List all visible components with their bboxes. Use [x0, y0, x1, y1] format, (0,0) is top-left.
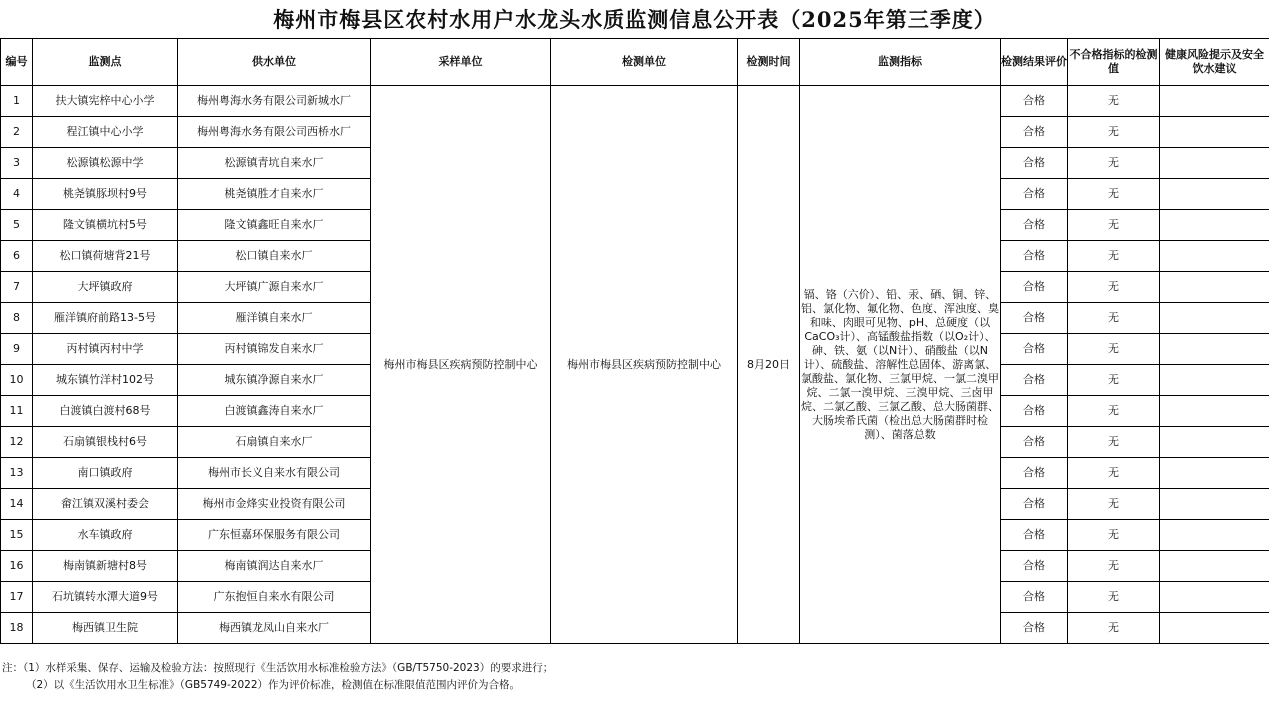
cell-supplier: 桃尧镇胜才自来水厂 [178, 179, 371, 210]
cell-site: 雁洋镇府前路13-5号 [33, 303, 178, 334]
cell-fail-value: 无 [1068, 241, 1160, 272]
cell-supplier: 松源镇青坑自来水厂 [178, 148, 371, 179]
cell-fail-value: 无 [1068, 458, 1160, 489]
cell-sampler: 梅州市梅县区疾病预防控制中心 [371, 86, 551, 644]
cell-result: 合格 [1001, 117, 1068, 148]
cell-fail-value: 无 [1068, 489, 1160, 520]
cell-fail-value: 无 [1068, 396, 1160, 427]
header-indicators: 监测指标 [800, 39, 1001, 86]
cell-supplier: 大坪镇广源自来水厂 [178, 272, 371, 303]
cell-advice [1160, 86, 1269, 117]
cell-result: 合格 [1001, 179, 1068, 210]
cell-result: 合格 [1001, 334, 1068, 365]
cell-result: 合格 [1001, 551, 1068, 582]
cell-result: 合格 [1001, 520, 1068, 551]
header-supplier: 供水单位 [178, 39, 371, 86]
cell-fail-value: 无 [1068, 117, 1160, 148]
cell-fail-value: 无 [1068, 613, 1160, 644]
cell-no: 4 [1, 179, 33, 210]
cell-no: 14 [1, 489, 33, 520]
cell-supplier: 梅州粤海水务有限公司新城水厂 [178, 86, 371, 117]
cell-site: 松口镇荷塘背21号 [33, 241, 178, 272]
cell-result: 合格 [1001, 489, 1068, 520]
cell-site: 水车镇政府 [33, 520, 178, 551]
cell-fail-value: 无 [1068, 334, 1160, 365]
cell-advice [1160, 272, 1269, 303]
cell-site: 畲江镇双溪村委会 [33, 489, 178, 520]
cell-no: 8 [1, 303, 33, 334]
cell-site: 城东镇竹洋村102号 [33, 365, 178, 396]
cell-advice [1160, 365, 1269, 396]
cell-advice [1160, 303, 1269, 334]
cell-supplier: 梅州市长义自来水有限公司 [178, 458, 371, 489]
cell-advice [1160, 489, 1269, 520]
cell-fail-value: 无 [1068, 86, 1160, 117]
cell-result: 合格 [1001, 241, 1068, 272]
cell-advice [1160, 458, 1269, 489]
cell-result: 合格 [1001, 303, 1068, 334]
cell-advice [1160, 148, 1269, 179]
header-fail-values: 不合格指标的检测值 [1068, 39, 1160, 86]
cell-advice [1160, 179, 1269, 210]
cell-result: 合格 [1001, 148, 1068, 179]
cell-no: 1 [1, 86, 33, 117]
cell-advice [1160, 520, 1269, 551]
cell-supplier: 松口镇自来水厂 [178, 241, 371, 272]
cell-site: 大坪镇政府 [33, 272, 178, 303]
cell-tester: 梅州市梅县区疾病预防控制中心 [551, 86, 738, 644]
header-site: 监测点 [33, 39, 178, 86]
water-quality-table [0, 38, 1269, 644]
cell-advice [1160, 334, 1269, 365]
cell-site: 南口镇政府 [33, 458, 178, 489]
cell-site: 隆文镇横坑村5号 [33, 210, 178, 241]
cell-fail-value: 无 [1068, 365, 1160, 396]
table-row [1, 86, 1269, 117]
cell-advice [1160, 117, 1269, 148]
header-date: 检测时间 [738, 39, 800, 86]
cell-result: 合格 [1001, 396, 1068, 427]
cell-fail-value: 无 [1068, 148, 1160, 179]
cell-supplier: 石扇镇自来水厂 [178, 427, 371, 458]
cell-fail-value: 无 [1068, 427, 1160, 458]
cell-supplier: 梅州粤海水务有限公司西桥水厂 [178, 117, 371, 148]
cell-advice [1160, 241, 1269, 272]
cell-result: 合格 [1001, 210, 1068, 241]
footnote-1: 注：（1）水样采集、保存、运输及检验方法：按照现行《生活饮用水标准检验方法》（GB/T5750-2023）的要求进行； [2, 662, 554, 674]
header-sampler: 采样单位 [371, 39, 551, 86]
cell-advice [1160, 210, 1269, 241]
header-advice: 健康风险提示及安全饮水建议 [1160, 39, 1269, 86]
cell-fail-value: 无 [1068, 520, 1160, 551]
cell-site: 白渡镇白渡村68号 [33, 396, 178, 427]
cell-result: 合格 [1001, 86, 1068, 117]
cell-supplier: 梅州市金烽实业投资有限公司 [178, 489, 371, 520]
header-row [1, 39, 1269, 86]
cell-supplier: 梅南镇润达自来水厂 [178, 551, 371, 582]
cell-no: 5 [1, 210, 33, 241]
cell-site: 石坑镇转水潭大道9号 [33, 582, 178, 613]
cell-no: 9 [1, 334, 33, 365]
cell-site: 丙村镇丙村中学 [33, 334, 178, 365]
cell-result: 合格 [1001, 613, 1068, 644]
cell-fail-value: 无 [1068, 179, 1160, 210]
cell-advice [1160, 396, 1269, 427]
cell-no: 3 [1, 148, 33, 179]
cell-no: 7 [1, 272, 33, 303]
cell-supplier: 广东抱恒自来水有限公司 [178, 582, 371, 613]
footnote-2: （2）以《生活饮用水卫生标准》（GB5749-2022）作为评价标准，检测值在标准限值范围内评价为合格。 [26, 679, 521, 691]
cell-supplier: 丙村镇锦发自来水厂 [178, 334, 371, 365]
cell-result: 合格 [1001, 582, 1068, 613]
cell-indicators: 镉、铬（六价）、铅、汞、硒、铜、锌、铝、氯化物、氟化物、色度、浑浊度、臭和味、肉眼可见物、pH、总硬度（以CaCO₃计）、高锰酸盐指数（以O₂计）、砷、铁、氨（以N计）、硝酸盐（以N计）、硫酸盐、溶解性总固体、游离氯、氯酸盐、氯化物、三氯甲烷、一氯二溴甲烷、二氯一溴甲烷、三溴甲烷、三卤甲烷、二氯乙酸、三氯乙酸、总大肠菌群、大肠埃希氏菌（检出总大肠菌群时检测）、菌落总数 [800, 86, 1001, 644]
cell-advice [1160, 427, 1269, 458]
cell-no: 6 [1, 241, 33, 272]
cell-advice [1160, 582, 1269, 613]
cell-no: 18 [1, 613, 33, 644]
cell-no: 10 [1, 365, 33, 396]
footnotes [2, 660, 1262, 694]
cell-site: 梅南镇新塘村8号 [33, 551, 178, 582]
cell-site: 石扇镇银栈村6号 [33, 427, 178, 458]
page-title: 梅州市梅县区农村水用户水龙头水质监测信息公开表（2025年第三季度） [273, 7, 996, 32]
cell-no: 16 [1, 551, 33, 582]
cell-fail-value: 无 [1068, 303, 1160, 334]
cell-no: 11 [1, 396, 33, 427]
header-tester: 检测单位 [551, 39, 738, 86]
cell-no: 13 [1, 458, 33, 489]
cell-supplier: 广东恒嘉环保服务有限公司 [178, 520, 371, 551]
cell-site: 桃尧镇豚坝村9号 [33, 179, 178, 210]
cell-no: 12 [1, 427, 33, 458]
header-no: 编号 [1, 39, 33, 86]
cell-result: 合格 [1001, 427, 1068, 458]
cell-result: 合格 [1001, 458, 1068, 489]
cell-supplier: 梅西镇龙凤山自来水厂 [178, 613, 371, 644]
cell-no: 2 [1, 117, 33, 148]
cell-supplier: 城东镇净源自来水厂 [178, 365, 371, 396]
cell-supplier: 隆文镇鑫旺自来水厂 [178, 210, 371, 241]
header-result: 检测结果评价 [1001, 39, 1068, 86]
cell-site: 梅西镇卫生院 [33, 613, 178, 644]
cell-supplier: 雁洋镇自来水厂 [178, 303, 371, 334]
cell-site: 扶大镇宪梓中心小学 [33, 86, 178, 117]
cell-fail-value: 无 [1068, 551, 1160, 582]
cell-fail-value: 无 [1068, 582, 1160, 613]
cell-fail-value: 无 [1068, 272, 1160, 303]
cell-supplier: 白渡镇鑫涛自来水厂 [178, 396, 371, 427]
cell-advice [1160, 613, 1269, 644]
cell-no: 15 [1, 520, 33, 551]
cell-fail-value: 无 [1068, 210, 1160, 241]
cell-advice [1160, 551, 1269, 582]
cell-date: 8月20日 [738, 86, 800, 644]
cell-result: 合格 [1001, 272, 1068, 303]
cell-site: 程江镇中心小学 [33, 117, 178, 148]
table-body [1, 86, 1269, 644]
cell-site: 松源镇松源中学 [33, 148, 178, 179]
cell-no: 17 [1, 582, 33, 613]
cell-result: 合格 [1001, 365, 1068, 396]
